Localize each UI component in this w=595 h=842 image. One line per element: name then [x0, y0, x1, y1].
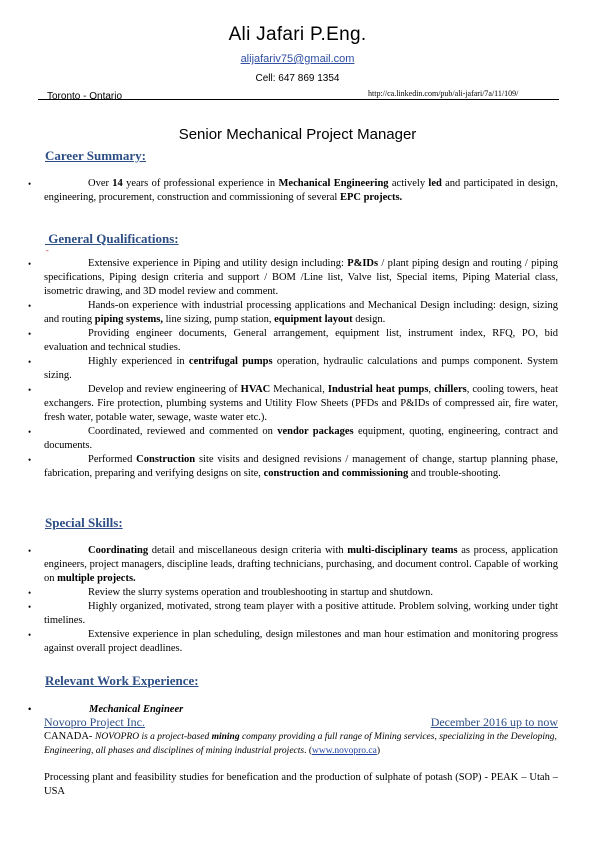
- header-divider: [38, 99, 559, 100]
- location: Toronto - Ontario: [47, 91, 123, 102]
- job-entry: [28, 704, 558, 799]
- company-name: Novopro Project Inc.: [44, 715, 145, 729]
- job-role: • Mechanical Engineer: [28, 704, 184, 715]
- list-item: • Develop and review engineering of HVAC Mechanical, Industrial heat pumps, chillers, cooling towers, heat exchangers. Fire protection, plumbing systems and Utility Flow Sheets (PFDs and P&IDs of compressed air, fire water, fresh water, potable water, sewage, waste water etc.).: [28, 384, 558, 423]
- list-item: • Coordinated, reviewed and commented on vendor packages equipment, quoting, engineering, contract and documents.: [28, 426, 558, 451]
- dash-mark: -: [46, 246, 49, 255]
- career-summary-heading: Career Summary:: [45, 148, 146, 163]
- special-skills-list: [28, 544, 558, 656]
- list-item: • Highly organized, motivated, strong team player with a positive attitude. Problem solving, working under tight timelines.: [28, 601, 558, 626]
- bullet-icon: •: [28, 259, 32, 269]
- bullet-icon: •: [28, 602, 32, 612]
- job-dates: December 2016 up to now: [430, 715, 558, 729]
- career-summary-text: • Over 14 years of professional experience in Mechanical Engineering actively led and participated in design, engineering, procurement, construction and commissioning of several EPC projects.: [28, 178, 558, 203]
- general-qualifications-list: [28, 257, 559, 481]
- list-item: • Highly experienced in centrifugal pumps operation, hydraulic calculations and pumps component. System sizing.: [28, 356, 559, 381]
- job-company-line: [44, 715, 558, 730]
- phone-number: Cell: 647 869 1354: [255, 73, 340, 84]
- project-description: Processing plant and feasibility studies for benefication and the production of sulphate of potash (SOP) - PEAK – Utah –USA: [44, 772, 558, 797]
- bullet-icon: •: [28, 357, 32, 367]
- email-link[interactable]: alijafariv75@gmail.com: [240, 53, 355, 65]
- list-item: • Coordinating detail and miscellaneous design criteria with multi-disciplinary teams as process, application engineers, project managers, discipline leads, drafting technicians, purchasing, and document control. Capable of working on multiple projects.: [28, 545, 558, 584]
- list-item: • Extensive experience in plan scheduling, design milestones and man hour estimation and monitoring progress against overall project deadlines.: [28, 629, 558, 654]
- bullet-icon: •: [28, 455, 32, 465]
- bullet-icon: •: [28, 179, 32, 189]
- bullet-icon: •: [28, 704, 32, 714]
- bullet-icon: •: [28, 588, 32, 598]
- bullet-icon: •: [28, 546, 32, 556]
- company-description: CANADA- NOVOPRO is a project-based mining company providing a full range of Mining services, specializing in the Developing, Engineering, all phases and disciplines of mining industrial projects. (www.novopro.ca): [44, 731, 557, 756]
- company-website-link[interactable]: www.novopro.ca: [312, 746, 377, 756]
- candidate-name: Ali Jafari P.Eng.: [228, 24, 367, 45]
- bullet-icon: •: [28, 301, 32, 311]
- linkedin-link[interactable]: http://ca.linkedin.com/pub/ali-jafari/7a/11/109/: [368, 89, 519, 98]
- job-title: Senior Mechanical Project Manager: [178, 126, 417, 143]
- list-item: • Review the slurry systems operation and troubleshooting in startup and shutdown.: [28, 587, 433, 598]
- bullet-icon: •: [28, 630, 32, 640]
- work-experience-heading: Relevant Work Experience:: [45, 673, 199, 688]
- special-skills-heading: Special Skills:: [45, 515, 123, 530]
- list-item: • Extensive experience in Piping and utility design including: P&IDs / plant piping design and routing / piping specifications, Piping design criteria and support / BOM /Line list, Valve list, Special items, Piping Material class, isometric drawing, and 3D model review and comment.: [28, 258, 558, 297]
- list-item: • Performed Construction site visits and designed revisions / management of change, startup planning phase, fabrication, preparing and verifying designs on site, construction and commissioning and trouble-shooting.: [28, 454, 558, 479]
- general-qualifications-heading: General Qualifications:: [45, 231, 179, 246]
- bullet-icon: •: [28, 427, 32, 437]
- list-item: • Hands-on experience with industrial processing applications and Mechanical Design including: design, sizing and routing piping systems, line sizing, pump station, equipment layout design.: [28, 300, 558, 325]
- bullet-icon: •: [28, 329, 32, 339]
- list-item: • Providing engineer documents, General arrangement, equipment list, instrument index, RFQ, PO, bid evaluation and technical studies.: [28, 328, 558, 353]
- bullet-icon: •: [28, 385, 32, 395]
